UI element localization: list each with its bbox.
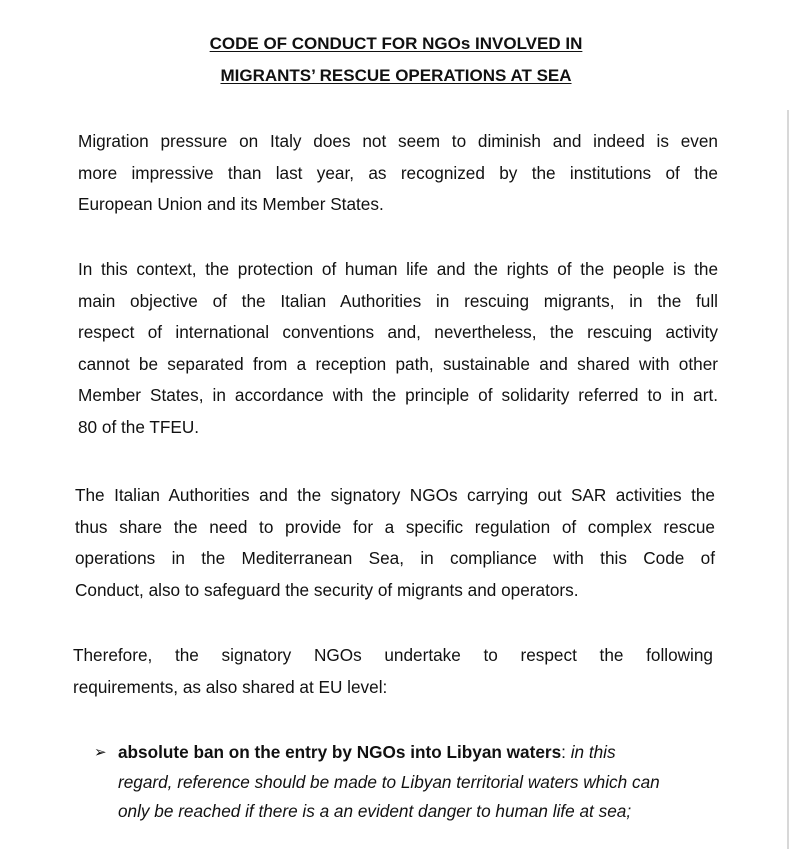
paragraph-therefore — [73, 640, 713, 703]
paragraph-migration-pressure — [78, 126, 718, 221]
paragraph-line: more impressive than last year, as recognized by the institutions of the — [78, 162, 718, 183]
paragraph-line: Conduct, also to safeguard the security of migrants and operators. — [75, 579, 579, 600]
paragraph-line: respect of international conventions and, nevertheless, the rescuing activity — [78, 322, 718, 342]
bullet-italic-text: in this — [570, 742, 616, 762]
bullet-line-2: regard, reference should be made to Libyan territorial waters which can — [118, 771, 660, 792]
bullet-bold-heading: absolute ban on the entry by NGOs into Libyan waters — [118, 742, 562, 762]
requirement-bullet-libyan-waters — [94, 738, 718, 827]
paragraph-line: Therefore, the signatory NGOs undertake to respect the following — [73, 645, 713, 665]
paragraph-line: European Union and its Member States. — [78, 194, 384, 214]
paragraph-line: main objective of the Italian Authorities in rescuing migrants, in the full — [78, 290, 718, 311]
arrow-bullet-icon: ➢ — [94, 744, 107, 761]
bullet-colon: : — [561, 742, 566, 762]
bullet-line-1 — [118, 738, 718, 768]
paragraph-line: operations in the Mediterranean Sea, in compliance with this Code of — [75, 548, 715, 568]
paragraph-line: In this context, the protection of human life and the rights of the people is the — [78, 259, 718, 279]
paragraph-line: 80 of the TFEU. — [78, 416, 200, 437]
scan-edge-shadow — [787, 110, 789, 849]
paragraph-line: cannot be separated from a reception path, sustainable and shared with other — [78, 353, 718, 374]
paragraph-line: Member States, in accordance with the principle of solidarity referred to in art. — [78, 385, 718, 405]
bullet-line-3: only be reached if there is a an evident danger to human life at sea; — [118, 801, 632, 821]
paragraph-line: requirements, as also shared at EU level: — [73, 676, 388, 697]
document-title-line-2: MIGRANTS’ RESCUE OPERATIONS AT SEA — [220, 66, 572, 85]
paragraph-italian-authorities — [75, 480, 715, 606]
document-title-line-1: CODE OF CONDUCT FOR NGOs INVOLVED IN — [209, 34, 583, 53]
paragraph-line: Migration pressure on Italy does not seem to diminish and indeed is even — [78, 131, 718, 151]
paragraph-line: The Italian Authorities and the signatory NGOs carrying out SAR activities the — [75, 485, 715, 505]
paragraph-context — [78, 254, 718, 443]
paragraph-line: thus share the need to provide for a specific regulation of complex rescue — [75, 516, 715, 537]
